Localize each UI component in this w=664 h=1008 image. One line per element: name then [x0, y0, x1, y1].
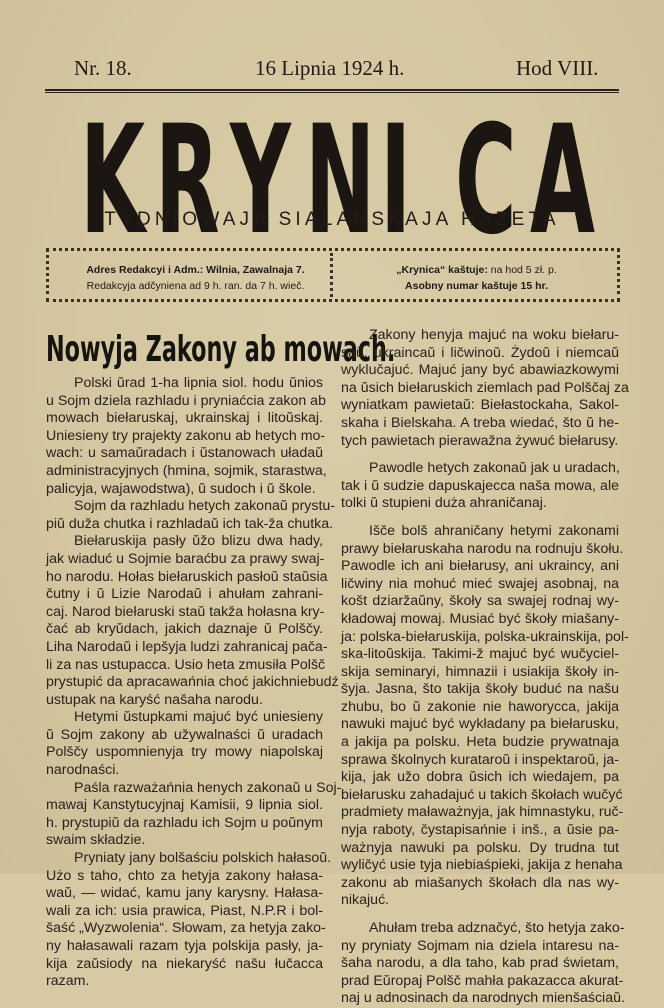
text-line: wali za ich: usia prawica, Piast, N.P.R i bol- [46, 902, 323, 919]
text-line: wyklučajuć. Majuć jany być abawiazkowymi [341, 362, 619, 379]
text-line: kija zaŭsiody na niekaryść našu łučacca [46, 955, 323, 972]
text-line: pradmiety maławażnyja, jak himnastyku, ruč- [341, 804, 624, 821]
subscription-info [339, 262, 614, 294]
text-line: kładowaj mowaj. Musiać być škoły miašany- [341, 610, 619, 627]
text-line: skija seminaryi, himnazii i usiakija škoły in- [341, 663, 619, 680]
text-line: wach: u samaŭradach i ŭstanowach uładaŭ [46, 445, 323, 462]
text-line: Polščy uspomnienyja try mowy niapolskaj [46, 744, 323, 761]
text-line: saŭ, ukraincaŭ i ličwinoŭ. Żydoŭ i niemcaŭ [341, 344, 619, 361]
text-line: prad Eŭropaj Polšč mahła pakazacca akurat- [341, 972, 624, 989]
article-paragraph [46, 709, 323, 779]
text-line: piŭ duža chutka i razhladaŭ ich tak-ža chutka. [46, 515, 334, 532]
article-paragraph [46, 498, 336, 533]
text-line: prystupić da apracawańnia choć jakichniebudź [46, 674, 339, 691]
text-line: Polski ŭrad 1-ha lipnia siol. hodu ŭnios [74, 375, 323, 391]
text-line: Liha Narodaŭ i lepšyja ludzi zahranicaj pača- [46, 638, 328, 655]
text-line: swaim składzie. [46, 832, 146, 849]
text-line: tak i ŭ sudzie dapuskajecca naša mowa, ale [341, 477, 619, 494]
article-right-column [341, 327, 629, 1008]
article-paragraph [341, 327, 629, 450]
text-line: waŭ, — widać, kamu jany karysny. Hałasa- [46, 885, 323, 902]
text-line: zakonu ab miašanych škołach dla nas wy- [341, 874, 619, 891]
text-line: nawuki majuć być wykładany pa biełarusku, [341, 716, 619, 733]
text-line: nikajuć. [341, 892, 390, 909]
newspaper-title [80, 94, 596, 268]
text-line: Zakony henyja majuć na woku biełaru- [369, 327, 619, 343]
text-line: razam. [46, 973, 90, 990]
text-line: Hetymi ŭstupkami majuć być uniesieny [74, 709, 323, 726]
text-line: Ahułam treba adznačyć, što hetyja zako- [369, 920, 625, 936]
newspaper-subtitle: TYDNIOWAJA SIALANSKAJA HAZETA [104, 209, 560, 230]
publication-year: Hod VIII. [516, 56, 599, 80]
text-line: Biełaruskija pasły ŭžo blizu dwa hady, [74, 533, 323, 550]
text-line: Użo s taho, chto za hetyja zakony hałasa- [46, 867, 323, 884]
price-label: „Krynica“ kaštuje: [396, 264, 488, 276]
text-line: tych pawietach pierawažna żywuć biełarusy. [341, 432, 619, 449]
text-line: Uniesieny try prajekty zakonu ab hetych mo- [46, 427, 326, 444]
text-line: kija, jak užo dobra ŭsich ich wiedajem, pa [341, 769, 619, 786]
info-box-divider [330, 253, 333, 297]
text-line: ja: polska-biełaruskija, polska-ukrainskija, pol- [341, 628, 629, 645]
title-letter: A [530, 94, 596, 268]
text-line: košt dziaržaŭny, škoły sa swajej rodnaj wy- [341, 593, 619, 610]
text-line: ska-litoŭskija. Takimi-ž majuć być wučyciel- [341, 646, 619, 663]
issue-date: 16 Lipnia 1924 h. [255, 56, 405, 80]
text-line: šyja. Jasna, što takija škoły buduć na našu [341, 681, 619, 698]
text-line: administracyjnych (hmina, sojmik, starastwa, [46, 462, 327, 479]
text-line: Pawodle hetych zakonaŭ jak u uradach, [369, 460, 620, 477]
title-letter: I [380, 94, 412, 268]
issue-number: Nr. 18. [74, 56, 132, 80]
text-line: ny pryniaty Sojmam nia dziela intaresu na- [341, 937, 619, 954]
text-line: Paśla razważańnia henych zakonaŭ u Soj- [74, 779, 342, 796]
text-line: Pawodle ich ani biełarusy, ani ukraincy, ani [341, 558, 619, 575]
text-line: šaść „Wyzwolenia“. Słowam, za hetyja zako- [46, 920, 326, 937]
text-line: ważnyja nawuki pa polsku. Dy trudna tut [341, 839, 619, 856]
single-issue-price: Asobny numar kaštuje 15 hr. [405, 280, 548, 292]
text-line: li za nas ustupacca. Usio heta zmusiła Polšč [46, 656, 326, 673]
text-line: u Sojm dziela razhladu i pryniaćcia zakon ab [46, 392, 326, 409]
masthead-rule [45, 89, 619, 93]
article-left-column [46, 375, 342, 991]
text-line: ustupak na karyść našaha narodu. [46, 691, 263, 708]
text-line: ny hałasawali razam tyja polskija pasły, ja- [46, 938, 323, 954]
text-line: caj. Narod biełaruski staŭ takža hołasna kry- [46, 603, 325, 620]
title-letter: N [305, 94, 376, 268]
office-hours-line: Redakcyja adčyniena ad 9 h. ran. da 7 h. wieč. [86, 280, 305, 292]
text-line: nyja raboty, čystapisańnie i inš., a ŭsie pa- [341, 822, 619, 839]
text-line: ličwiny nia mohuć mieć swajej asobnaj, na [341, 575, 619, 592]
article-paragraph [46, 375, 327, 498]
article-headline: Nowyja Zakony ab mowach. [46, 329, 396, 370]
text-line: a jakija pa polsku. Heta budzie prywatnaja [341, 734, 619, 751]
text-line: čać ab kryŭdach, jakich daznaje ŭ Polščy. [46, 621, 323, 638]
text-line: wyličyć usie tyja niebiaśpieki, jakija z henaha [341, 857, 623, 874]
article-paragraph [341, 920, 625, 1008]
text-line: šaha narodu, a dla taho, kab prad świetam, [341, 955, 619, 972]
price-value: na hod 5 zł. p. [487, 264, 557, 276]
text-line: mawaj Kanstytucyjnaj Kamisii, 9 lipnia siol. [46, 797, 323, 814]
title-letter: C [455, 94, 517, 268]
article-paragraph [341, 460, 619, 513]
text-line: na ŭsich biełaruskich ziemlach pad Polščaj za [341, 379, 629, 396]
title-letter: Y [230, 94, 291, 268]
article-paragraph [46, 850, 332, 991]
title-letter: R [155, 94, 220, 268]
text-line: wyniatkam pawietaŭ: Biełastockaha, Sakol- [341, 397, 619, 414]
text-line: Išče bolš ahraničany hetymi zakonami [369, 522, 619, 539]
text-line: naj u adnosinach da narodnych mienšaściaŭ. [341, 990, 625, 1007]
info-box [46, 248, 620, 302]
article-paragraph [46, 533, 339, 709]
text-line: prawy biełaruskaha narodu na rodnuju škołu. [341, 540, 624, 557]
text-line: jak wiaduć u Sojmie baraćbu za prawy swaj- [46, 550, 325, 567]
text-line: skaha i Bielskaha. A treba wiedać, što ŭ he- [341, 414, 619, 431]
editorial-address [63, 262, 328, 294]
subscription-price-line [339, 262, 614, 278]
text-line: tolki ŭ stupieni duża ahraničanaj. [341, 495, 547, 512]
text-line: ŭ Sojm zakony ab užywalnaści ŭ uradach [46, 726, 323, 743]
article-paragraph [341, 522, 629, 910]
text-line: Pryniaty jany bolšaściu polskich hałasoŭ. [74, 850, 332, 867]
text-line: ho narodu. Hołas biełaruskich pasłoŭ staŭsia [46, 568, 328, 585]
text-line: palicyja, wajawodstwa), ŭ sudoch i ŭ škole. [46, 480, 316, 497]
text-line: sprawa školnych kurataroŭ i inspektaroŭ, ja- [341, 751, 619, 768]
text-line: narodnaści. [46, 762, 120, 779]
text-line: mowach biełaruskaj, ukrainskaj i litoŭskaj. [46, 410, 323, 427]
text-line: Sojm da razhladu hetych zakonaŭ prystu- [74, 498, 336, 515]
text-line: h. prystupiŭ da razhladu ich Sojm u poŭnym [46, 814, 323, 831]
text-line: zhubu, bo ŭ zakonie nie haworycca, jakija [341, 698, 619, 715]
address-line: Adres Redakcyi i Adm.: Wilnia, Zawalnaja 7. [86, 264, 305, 276]
title-letter: K [80, 94, 146, 268]
text-line: biełarusku zahadajuć u takich škołach wučyć [341, 786, 623, 803]
article-paragraph [46, 779, 342, 850]
text-line: čutny i ŭ Lizie Narodaŭ i ahułam zahrani- [46, 586, 323, 603]
